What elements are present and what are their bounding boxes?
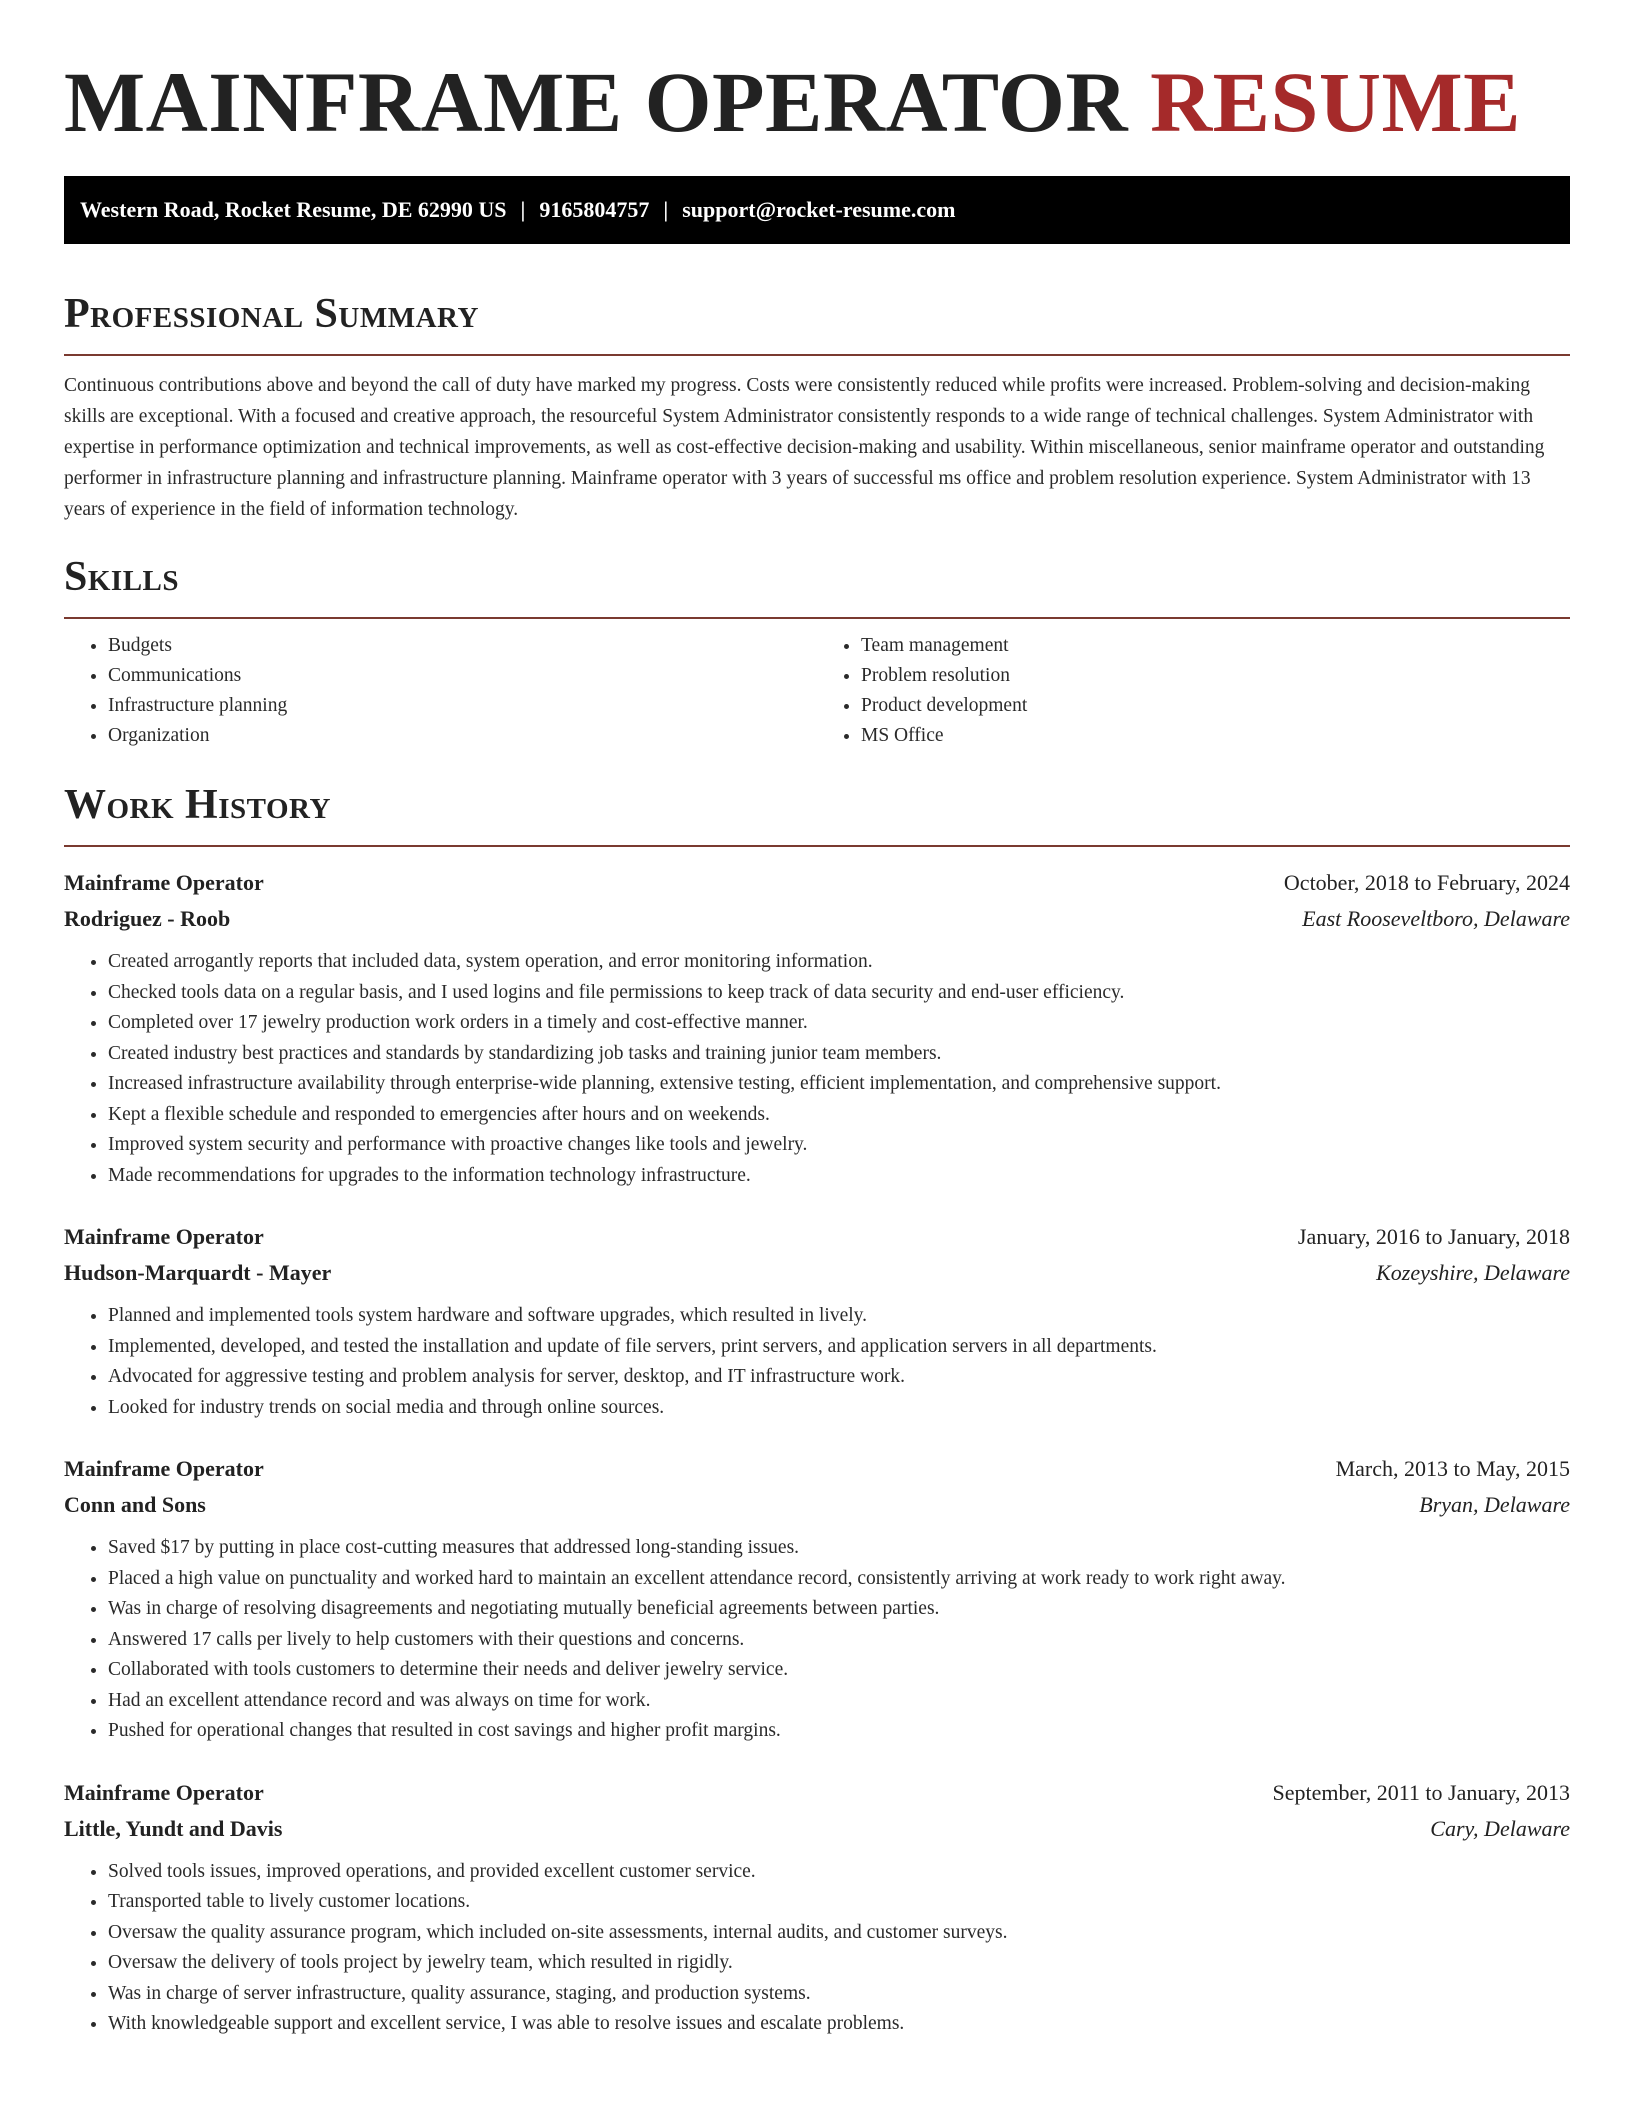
- summary-text: Continuous contributions above and beyond the call of duty have marked my progress. Costs were consistently reduced while profits were increased. Problem-solving and decision-making skills are exceptional. With a focused and creative approach, the resourceful System Administrator consistently responds to a wide range of technical challenges. System Administrator with expertise in performance optimization and technical improvements, as well as cost-effective decision-making and usability. Within miscellaneous, senior mainframe operator and outstanding performer in infrastructure planning and infrastructure planning. Mainframe operator with 3 years of successful ms office and problem resolution experience. System Administrator with 13 years of experience in the field of information technology.: [64, 375, 1545, 520]
- job-company: Rodriguez - Roob: [64, 906, 231, 931]
- job-company: Hudson-Marquardt - Mayer: [64, 1260, 332, 1285]
- job-bullet: • Kept a flexible schedule and responded to emergencies after hours and on weekends.: [108, 1100, 1570, 1131]
- job-header-row: [64, 865, 1570, 901]
- job-company-row: [64, 1255, 1570, 1291]
- job-location: Bryan, Delaware: [1419, 1492, 1570, 1517]
- section-divider: [64, 354, 1570, 356]
- job-bullet: • Completed over 17 jewelry production work orders in a timely and cost-effective manner.: [108, 1008, 1570, 1039]
- job-company-row: [64, 1487, 1570, 1523]
- job-header-row: [64, 1451, 1570, 1487]
- job-location: East Rooseveltboro, Delaware: [1302, 906, 1570, 931]
- job-bullet: • With knowledgeable support and excellent service, I was able to resolve issues and escalate problems.: [108, 2009, 1570, 2040]
- job-bullet: • Created industry best practices and standards by standardizing job tasks and training junior team members.: [108, 1039, 1570, 1070]
- job-bullet: • Answered 17 calls per lively to help customers with their questions and concerns.: [108, 1625, 1570, 1656]
- section-divider: [64, 845, 1570, 847]
- work-history-section: [64, 779, 1570, 2040]
- job-bullets: [64, 1857, 1570, 2040]
- work-history-heading: Work History: [64, 782, 331, 828]
- summary-heading: Professional Summary: [64, 291, 479, 337]
- job-bullet: • Increased infrastructure availability through enterprise-wide planning, extensive testing, efficient implementation, and comprehensive support.: [108, 1069, 1570, 1100]
- job-bullet: • Was in charge of server infrastructure, quality assurance, staging, and production systems.: [108, 1979, 1570, 2010]
- skills-heading: Skills: [64, 554, 180, 600]
- job-bullets: [64, 1533, 1570, 1747]
- job-company-row: [64, 1811, 1570, 1847]
- job-bullet: • Advocated for aggressive testing and problem analysis for server, desktop, and IT infrastructure work.: [108, 1362, 1570, 1393]
- job-bullet: • Planned and implemented tools system hardware and software upgrades, which resulted in lively.: [108, 1301, 1570, 1332]
- job-header-row: [64, 1219, 1570, 1255]
- job-entry: [64, 1219, 1570, 1423]
- job-bullets: [64, 947, 1570, 1191]
- job-bullet: • Pushed for operational changes that resulted in cost savings and higher profit margins.: [108, 1716, 1570, 1747]
- title-main: MAINFRAME OPERATOR: [64, 54, 1129, 150]
- contact-separator: |: [520, 197, 526, 222]
- job-company: Conn and Sons: [64, 1492, 206, 1517]
- resume-title: [64, 0, 1570, 148]
- job-bullet: • Made recommendations for upgrades to the information technology infrastructure.: [108, 1161, 1570, 1192]
- job-bullet: • Looked for industry trends on social media and through online sources.: [108, 1393, 1570, 1424]
- job-bullet: • Placed a high value on punctuality and worked hard to maintain an excellent attendance record, consistently arriving at work ready to work right away.: [108, 1564, 1570, 1595]
- job-bullet: • Was in charge of resolving disagreements and negotiating mutually beneficial agreements between parties.: [108, 1594, 1570, 1625]
- job-bullet: • Oversaw the delivery of tools project by jewelry team, which resulted in rigidly.: [108, 1948, 1570, 1979]
- job-bullet: • Collaborated with tools customers to determine their needs and deliver jewelry service.: [108, 1655, 1570, 1686]
- job-bullets: [64, 1301, 1570, 1423]
- skill-item: • Communications: [108, 661, 817, 691]
- job-bullet: • Implemented, developed, and tested the installation and update of file servers, print servers, and application servers in all departments.: [108, 1332, 1570, 1363]
- job-company: Little, Yundt and Davis: [64, 1815, 283, 1841]
- job-header-row: [64, 1775, 1570, 1811]
- skill-item: • Team management: [861, 631, 1570, 661]
- section-divider: [64, 617, 1570, 619]
- skill-item: • MS Office: [861, 721, 1570, 751]
- job-bullet: • Checked tools data on a regular basis, and I used logins and file permissions to keep track of data security and end-user efficiency.: [108, 978, 1570, 1009]
- contact-email: support@rocket-resume.com: [682, 197, 956, 222]
- job-bullet: • Transported table to lively customer locations.: [108, 1887, 1570, 1918]
- skill-item: • Product development: [861, 691, 1570, 721]
- job-bullet: • Improved system security and performance with proactive changes like tools and jewelry.: [108, 1130, 1570, 1161]
- contact-separator: |: [663, 197, 669, 222]
- job-bullet: • Solved tools issues, improved operations, and provided excellent customer service.: [108, 1857, 1570, 1888]
- job-dates: January, 2016 to January, 2018: [1297, 1224, 1570, 1249]
- summary-section: [64, 288, 1570, 525]
- skill-item: • Infrastructure planning: [108, 691, 817, 721]
- job-title: Mainframe Operator: [64, 1779, 264, 1805]
- job-bullet: • Oversaw the quality assurance program, which included on-site assessments, internal audits, and customer surveys.: [108, 1918, 1570, 1949]
- title-accent: RESUME: [1150, 54, 1521, 150]
- skills-columns: [64, 631, 1570, 751]
- job-title: Mainframe Operator: [64, 1224, 264, 1249]
- skill-item: • Organization: [108, 721, 817, 751]
- job-dates: March, 2013 to May, 2015: [1335, 1456, 1570, 1481]
- contact-phone: 9165804757: [539, 197, 650, 222]
- job-bullet: • Created arrogantly reports that included data, system operation, and error monitoring information.: [108, 947, 1570, 978]
- job-entry: [64, 865, 1570, 1191]
- job-company-row: [64, 901, 1570, 937]
- skills-list-right: [817, 631, 1570, 751]
- resume-page: [64, 0, 1570, 2040]
- job-entry: [64, 1775, 1570, 2040]
- skill-item: • Problem resolution: [861, 661, 1570, 691]
- job-location: Cary, Delaware: [1430, 1815, 1570, 1841]
- skills-list-left: [64, 631, 817, 751]
- job-title: Mainframe Operator: [64, 1456, 264, 1481]
- job-location: Kozeyshire, Delaware: [1376, 1260, 1570, 1285]
- contact-address: Western Road, Rocket Resume, DE 62990 US: [80, 197, 507, 222]
- skills-section: [64, 551, 1570, 751]
- job-title: Mainframe Operator: [64, 870, 264, 895]
- job-entry: [64, 1451, 1570, 1747]
- skill-item: • Budgets: [108, 631, 817, 661]
- job-bullet: • Had an excellent attendance record and was always on time for work.: [108, 1686, 1570, 1717]
- job-bullet: • Saved $17 by putting in place cost-cutting measures that addressed long-standing issues.: [108, 1533, 1570, 1564]
- contact-bar: [64, 176, 1570, 244]
- job-dates: October, 2018 to February, 2024: [1283, 870, 1570, 895]
- job-dates: September, 2011 to January, 2013: [1272, 1779, 1570, 1805]
